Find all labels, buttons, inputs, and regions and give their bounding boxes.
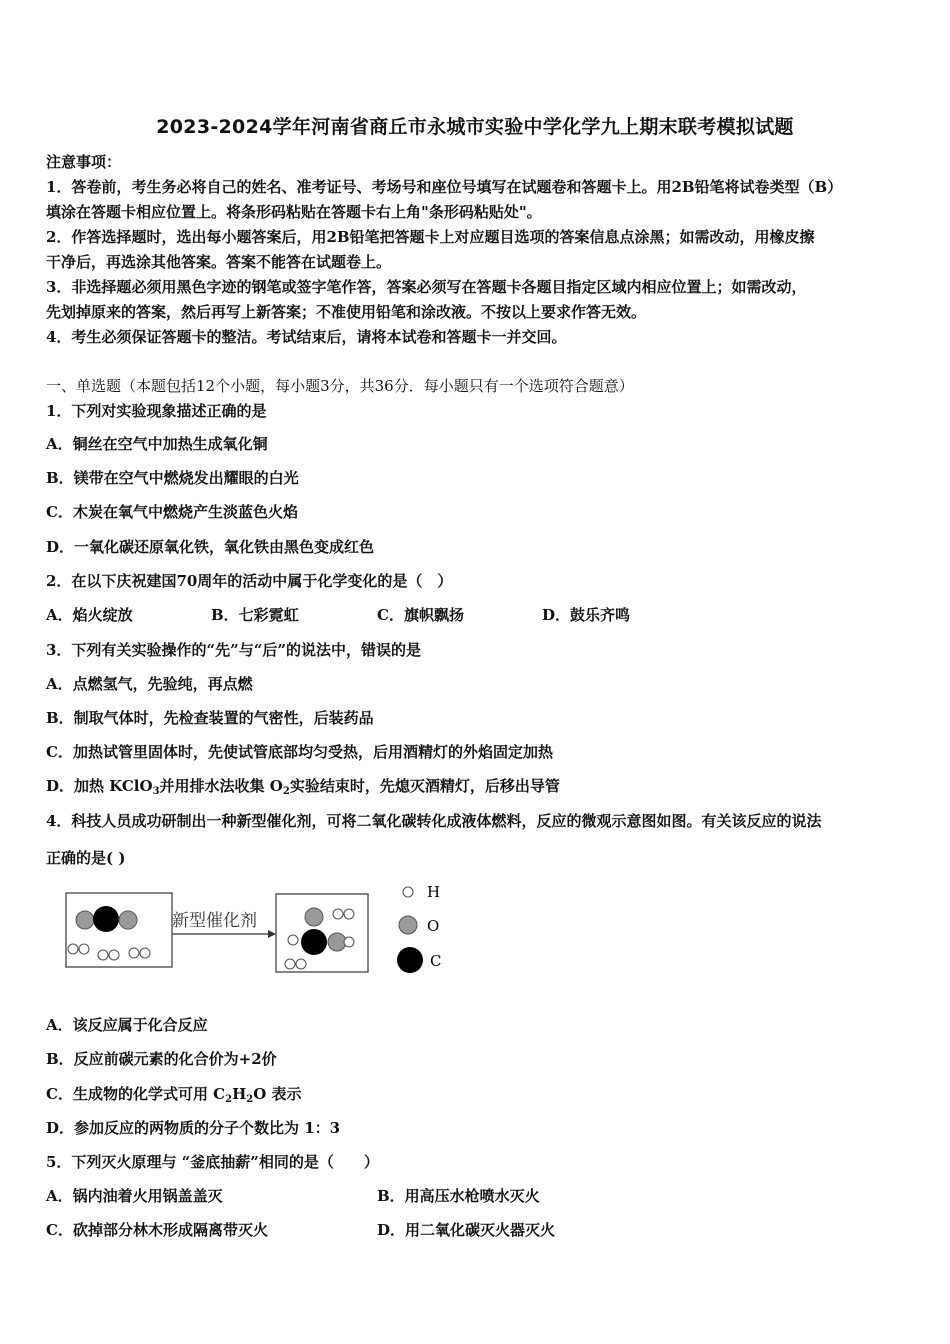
option: B．七彩霓虹 [211, 606, 299, 624]
notice-heading: 注意事项： [46, 153, 122, 171]
option: C．砍掉部分林木形成隔离带灭火 [46, 1221, 268, 1239]
notice-line: 填涂在答题卡相应位置上。将条形码粘贴在答题卡右上角"条形码粘贴处"。 [46, 203, 542, 221]
question-stem: 5．下列灭火原理与 “釜底抽薪”相同的是（ ） [46, 1153, 379, 1171]
option: D．一氧化碳还原氧化铁，氧化铁由黑色变成红色 [46, 538, 375, 556]
option: A．点燃氢气，先验纯，再点燃 [46, 675, 253, 693]
h-legend-icon [403, 887, 413, 897]
option: D．鼓乐齐鸣 [542, 606, 631, 624]
option: B．反应前碳元素的化合价为+2价 [46, 1050, 277, 1068]
question-stem: 1．下列对实验现象描述正确的是 [46, 402, 267, 420]
section-heading: 一、单选题（本题包括12个小题，每小题3分，共36分．每小题只有一个选项符合题意） [46, 377, 634, 395]
catalyst-label: 新型催化剂 [172, 911, 257, 931]
page-title: 2023-2024学年河南省商丘市永城市实验中学化学九上期末联考模拟试题 [156, 116, 794, 138]
h2-molecules [68, 944, 150, 960]
option: D．加热 KClO$_3$并用排水法收集 $O_2$实验结束时，先熄灭酒精灯，后移出导管 [46, 777, 560, 797]
c-legend-icon [397, 947, 423, 973]
product-molecules [285, 908, 354, 969]
notice-line: 1．答卷前，考生务必将自己的姓名、准考证号、考场号和座位号填写在试题卷和答题卡上。用2B铅笔将试卷类型（B） [46, 178, 843, 196]
legend [397, 883, 441, 973]
question-stem: 2．在以下庆祝建国70周年的活动中属于化学变化的是（ ） [46, 572, 453, 590]
notice-line: 4．考生必须保证答题卡的整洁。考试结束后，请将本试卷和答题卡一并交回。 [46, 328, 567, 346]
option: A．焰火绽放 [46, 606, 133, 624]
option: A．锅内油着火用锅盖盖灭 [46, 1187, 223, 1205]
question-stem: 4．科技人员成功研制出一种新型催化剂，可将二氧化碳转化成液体燃料，反应的微观示意图如图。有关该反应的说法 [46, 812, 822, 830]
legend-label: O [427, 917, 440, 935]
co-molecule [76, 906, 137, 932]
option: A．该反应属于化合反应 [46, 1016, 208, 1034]
o-legend-icon [399, 916, 417, 934]
option: D．用二氧化碳灭火器灭火 [377, 1221, 556, 1239]
option: C．加热试管里固体时，先使试管底部均匀受热，后用酒精灯的外焰固定加热 [46, 743, 553, 761]
option: C．木炭在氧气中燃烧产生淡蓝色火焰 [46, 503, 298, 521]
legend-label: C [430, 952, 442, 970]
option: A．铜丝在空气中加热生成氧化铜 [46, 435, 268, 453]
question-stem: 3．下列有关实验操作的“先”与“后”的说法中，错误的是 [46, 641, 421, 659]
option: B．制取气体时，先检查装置的气密性，后装药品 [46, 709, 374, 727]
notice-line: 先划掉原来的答案，然后再写上新答案；不准使用铅笔和涂改液。不按以上要求作答无效。 [46, 303, 647, 321]
question-stem-cont: 正确的是( ) [46, 849, 126, 867]
notice-line: 2．作答选择题时，选出每小题答案后，用2B铅笔把答题卡上对应题目选项的答案信息点涂黑；如需改动，用橡皮擦 [46, 228, 815, 246]
reaction-diagram [62, 878, 452, 988]
notice-line: 3．非选择题必须用黑色字迹的钢笔或签字笔作答，答案必须写在答题卡各题目指定区域内相应位置上；如需改动， [46, 278, 807, 296]
option: D．参加反应的两物质的分子个数比为 1：3 [46, 1119, 341, 1137]
notice-line: 干净后，再选涂其他答案。答案不能答在试题卷上。 [46, 253, 392, 271]
legend-label: H [427, 883, 441, 901]
option: B．镁带在空气中燃烧发出耀眼的白光 [46, 469, 299, 487]
arrow-head-icon [268, 930, 276, 938]
option: C．生成物的化学式可用 $C_2H_2O$ 表示 [46, 1085, 302, 1105]
option: C．旗帜飘扬 [377, 606, 464, 624]
option: B．用高压水枪喷水灭火 [377, 1187, 540, 1205]
